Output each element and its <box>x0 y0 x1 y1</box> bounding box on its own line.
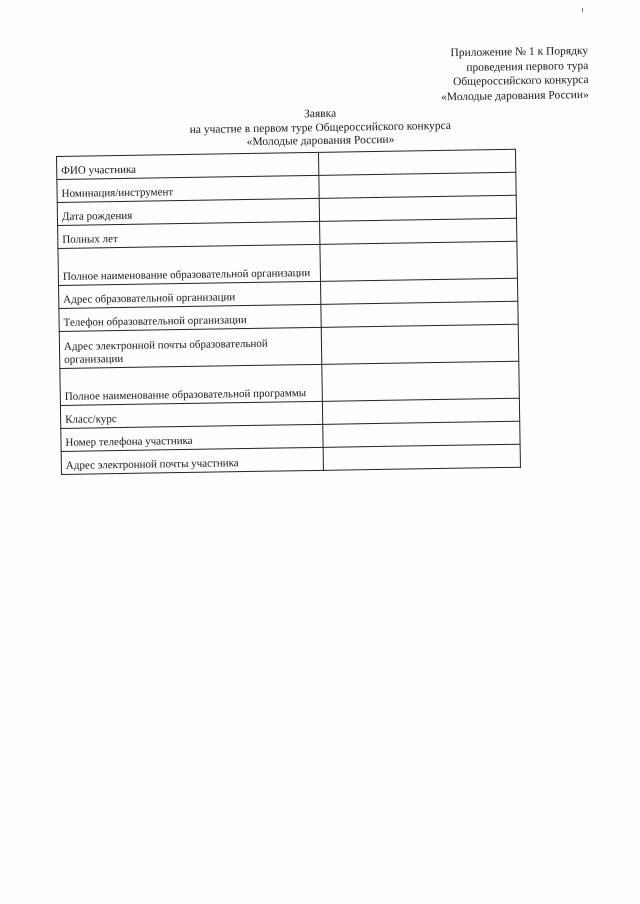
field-label: Адрес электронной почты участника <box>61 447 323 474</box>
field-value-cell[interactable] <box>318 172 516 198</box>
field-value-cell[interactable] <box>320 278 518 304</box>
application-form-table <box>56 149 521 475</box>
field-value-cell[interactable] <box>320 241 518 281</box>
appendix-line: Приложение № 1 к Порядку <box>450 44 589 60</box>
field-label: Номинация/инструмент <box>57 175 319 202</box>
field-label: Адрес образовательной организации <box>59 281 321 308</box>
field-label: Класс/курс <box>60 401 322 428</box>
document-subtitle: на участие в первом туре Общероссийского конкурса <box>189 119 452 136</box>
contest-name: «Молодые дарования России» <box>246 133 395 149</box>
field-value-cell[interactable] <box>322 398 520 424</box>
field-value-cell[interactable] <box>319 218 517 244</box>
document-title: Заявка <box>303 107 337 121</box>
field-value-cell[interactable] <box>322 421 520 447</box>
field-label: ФИО участника <box>57 152 319 179</box>
appendix-line: Общероссийского конкурса <box>452 73 589 89</box>
field-value-cell[interactable] <box>321 324 519 364</box>
field-value-cell[interactable] <box>320 301 518 327</box>
field-label: Полное наименование образовательной организации <box>58 244 320 285</box>
field-label: Номер телефона участника <box>61 424 323 451</box>
document-heading <box>150 105 491 151</box>
field-label: Полное наименование образовательной программы <box>60 364 322 405</box>
field-value-cell[interactable] <box>319 195 517 221</box>
scan-mark <box>582 8 583 12</box>
field-value-cell[interactable] <box>318 149 516 175</box>
appendix-line: «Молодые дарования России» <box>440 88 589 103</box>
appendix-reference <box>348 44 589 106</box>
field-label: Дата рождения <box>57 198 319 225</box>
field-label: Адрес электронной почты образовательной организации <box>59 327 321 368</box>
field-label: Полных лет <box>58 221 320 248</box>
field-label: Телефон образовательной организации <box>59 304 321 331</box>
field-value-cell[interactable] <box>321 361 519 401</box>
field-value-cell[interactable] <box>323 444 521 470</box>
appendix-line: проведения первого тура <box>466 59 589 74</box>
